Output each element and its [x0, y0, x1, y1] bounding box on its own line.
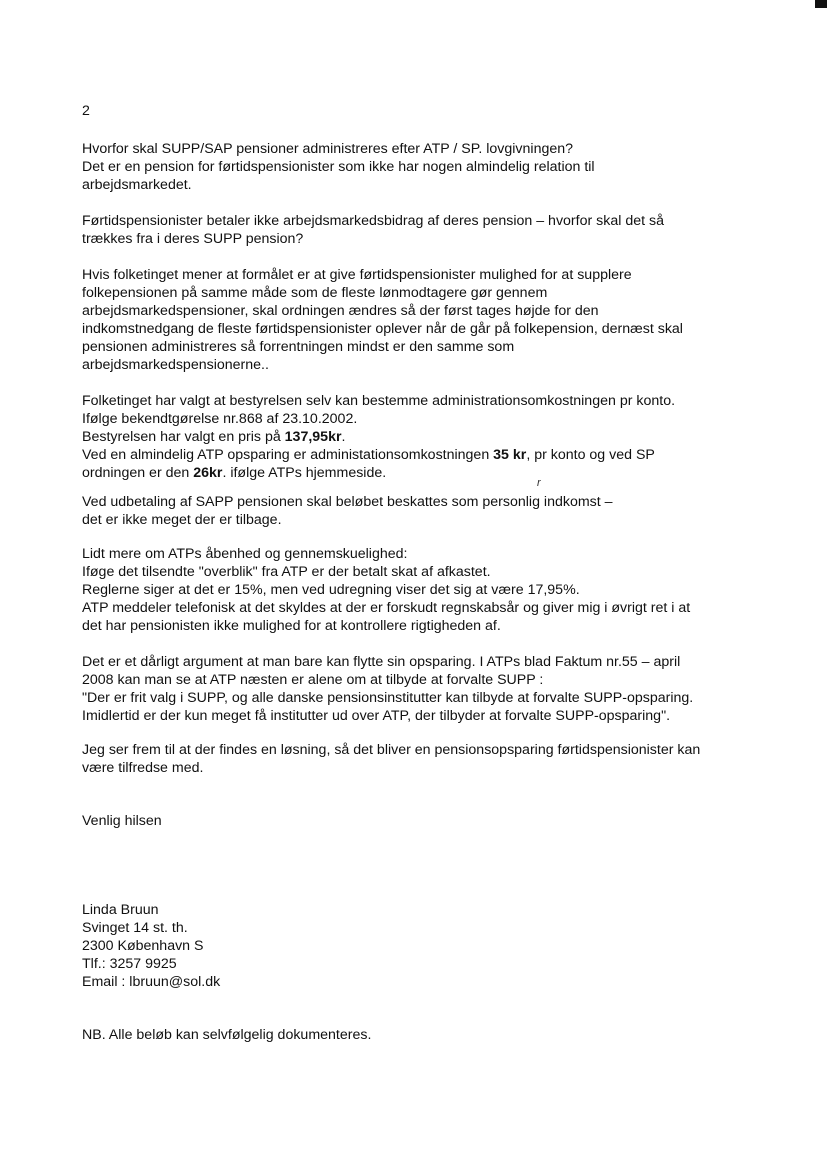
para2-line2: trækkes fra i deres SUPP pension? [82, 231, 304, 247]
signature-phone: Tlf.: 3257 9925 [82, 956, 177, 972]
para1-line1: Hvorfor skal SUPP/SAP pensioner administreres efter ATP / SP. lovgivningen? [82, 141, 574, 157]
signature-street: Svinget 14 st. th. [82, 920, 188, 936]
closing-greeting: Venlig hilsen [82, 813, 162, 829]
para8-line1: Jeg ser frem til at der findes en løsning, så det bliver en pensionsopsparing førtidspensionister kan [82, 742, 701, 758]
para5-line2: det er ikke meget der er tilbage. [82, 512, 282, 528]
para3-line2: folkepensionen på samme måde som de fleste lønmodtagere gør gennem [82, 285, 548, 301]
footnote: NB. Alle beløb kan selvfølgelig dokumenteres. [82, 1027, 372, 1043]
scan-corner-mark [815, 0, 827, 8]
para1-line2: Det er en pension for førtidspensionister som ikke har nogen almindelig relation til [82, 159, 595, 175]
sp-cost-amount: 26kr [193, 465, 223, 481]
signature-email: Email : lbruun@sol.dk [82, 974, 221, 990]
para4-line4: Ved en almindelig ATP opsparing er administationsomkostningen 35 kr, pr konto og ved SP [82, 447, 655, 463]
para6-line3: Reglerne siger at det er 15%, men ved udregning viser det sig at være 17,95%. [82, 582, 580, 598]
para8-line2: være tilfredse med. [82, 760, 204, 776]
para1-line3: arbejdsmarkedet. [82, 177, 192, 193]
price-amount: 137,95kr [284, 429, 342, 445]
para4-line2: Ifølge bekendtgørelse nr.868 af 23.10.2002. [82, 411, 358, 427]
signature-name: Linda Bruun [82, 902, 159, 918]
para3-line5: pensionen administreres så forrentningen mindst er den samme som [82, 339, 515, 355]
para3-line1: Hvis folketinget mener at formålet er at give førtidspensionister mulighed for at supplere [82, 267, 632, 283]
para4-line5: ordningen er den 26kr. ifølge ATPs hjemmeside. [82, 465, 387, 481]
atp-cost-amount: 35 kr [493, 447, 527, 463]
para4-line1: Folketinget har valgt at bestyrelsen selv kan bestemme administrationsomkostningen pr konto. [82, 393, 676, 409]
para7-line1: Det er et dårligt argument at man bare kan flytte sin opsparing. I ATPs blad Faktum nr.55 – april [82, 654, 681, 670]
para5-line1: Ved udbetaling af SAPP pensionen skal beløbet beskattes som personlig indkomst – [82, 494, 613, 510]
handwritten-mark: r [537, 477, 541, 489]
signature-city: 2300 København S [82, 938, 204, 954]
para4-line3: Bestyrelsen har valgt en pris på 137,95kr. [82, 429, 346, 445]
para7-line2: 2008 kan man se at ATP næsten er alene om at tilbyde at forvalte SUPP : [82, 672, 544, 688]
para6-line4: ATP meddeler telefonisk at det skyldes at der er forskudt regnskabsår og giver mig i øvrigt ret i at [82, 600, 691, 616]
para2-line1: Førtidspensionister betaler ikke arbejdsmarkedsbidrag af deres pension – hvorfor skal det så [82, 213, 664, 229]
para3-line3: arbejdsmarkedspensioner, skal ordningen ændres så der først tages højde for den [82, 303, 599, 319]
para7-line3: "Der er frit valg i SUPP, og alle danske pensionsinstitutter kan tilbyde at forvalte SUPP-opsparing. [82, 690, 694, 706]
page-number: 2 [82, 103, 90, 119]
para6-line5: det har pensionisten ikke mulighed for at kontrollere rigtigheden af. [82, 618, 501, 634]
para6-line2: Iføge det tilsendte "overblik" fra ATP er der betalt skat af afkastet. [82, 564, 491, 580]
para3-line6: arbejdsmarkedspensionerne.. [82, 357, 269, 373]
para7-line4: Imidlertid er der kun meget få institutter ud over ATP, der tilbyder at forvalte SUPP-opsparing". [82, 708, 671, 724]
para6-line1: Lidt mere om ATPs åbenhed og gennemskuelighed: [82, 546, 408, 562]
para3-line4: indkomstnedgang de fleste førtidspensionister oplever når de går på folkepension, dernæst skal [82, 321, 683, 337]
